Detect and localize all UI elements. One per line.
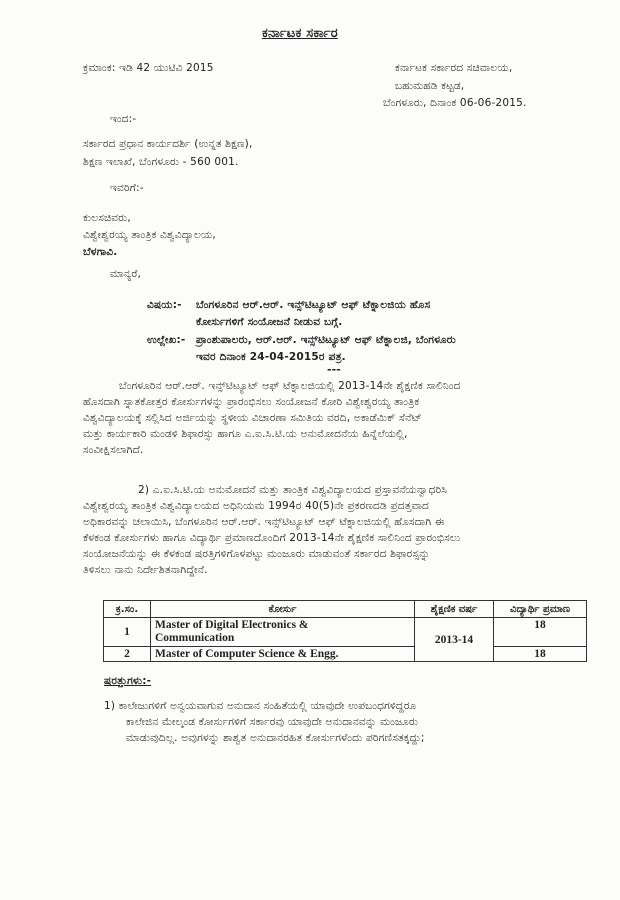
table-row: [104, 647, 587, 662]
cell-course: Master of Computer Science & Engg.: [151, 647, 415, 662]
government-heading: ಕರ್ನಾಟಕ ಸರ್ಕಾರ: [262, 26, 338, 41]
table-header-row: [104, 601, 587, 618]
cell-year: 2013-14: [415, 618, 494, 662]
paragraph-2-line: ಸಂಯೋಜನೆಯನ್ನು ಈ ಕೆಳಕಂಡ ಷರತ್ತಿಗಳಿಗೊಳಪಟ್ಟು ಮಂಜೂರು ಮಾಡುವಂತೆ ಸರ್ಕಾರದ ಶಿಫಾರಸ್ಸನ್ನು: [83, 548, 431, 560]
paragraph-1-line: ಮತ್ತು ಕಾರ್ಯಕಾರಿ ಮಂಡಳಿ ಶಿಫಾರಸ್ಸು ಹಾಗೂ ಎ.ಐ.ಸಿ.ಟಿ.ಯ ಅನುಮೋದನೆಯ ಹಿನ್ನೆಲೆಯಲ್ಲಿ,: [83, 428, 408, 440]
cell-intake: 18: [494, 647, 587, 662]
paragraph-1-line: ಸಂವೀಕ್ಷಿಸಲಾಗಿದೆ.: [83, 444, 144, 456]
reference-line-1: ಪ್ರಾಂಶುಪಾಲರು, ಆರ್.ಆರ್. ಇನ್ಸ್‌ಟಿಟ್ಯೂಟ್ ಆಫ್ ಟೆಕ್ನಾಲಜಿ, ಬೆಂಗಳೂರು: [196, 334, 456, 346]
paragraph-1-line: ಬೆಂಗಳೂರಿನ ಆರ್.ಆರ್. ಇನ್ಸ್‌ಟಿಟ್ಯೂಟ್ ಆಫ್ ಟೆಕ್ನಾಲಜಿಯಲ್ಲಿ 2013-14ನೇ ಶೈಕ್ಷಣಿಕ ಸಾಲಿನಿಂದ: [119, 380, 461, 392]
course-name-line-1: Master of Digital Electronics &: [155, 619, 309, 631]
table-row: [104, 618, 587, 647]
paragraph-1-line: ವಿಶ್ವವಿದ್ಯಾಲಯಕ್ಕೆ ಸಲ್ಲಿಸಿದ ಅರ್ಜಿಯನ್ನು ಸ್ಥಳೀಯ ವಿಚಾರಣಾ ಸಮಿತಿಯ ವರದಿ, ಅಕಾಡೆಮಿಕ್ ಸೆನೆಟ್: [83, 412, 423, 424]
paragraph-2-line: ಕೆಳಕಂಡ ಕೋರ್ಸುಗಳು ಹಾಗೂ ವಿದ್ಯಾರ್ಥಿ ಪ್ರಮಾಣದೊಂದಿಗೆ 2013-14ನೇ ಶೈಕ್ಷಣಿಕ ಸಾಲಿನಿಂದ ಪ್ರಾರಂಭಿಸಲು: [83, 532, 461, 544]
separator: ---: [327, 363, 341, 376]
subject-line-2: ಕೋರ್ಸುಗಳಿಗೆ ಸಂಯೋಜನೆ ನೀಡುವ ಬಗ್ಗೆ.: [196, 316, 343, 328]
office-date: ಬೆಂಗಳೂರು, ದಿನಾಂಕ 06-06-2015.: [383, 97, 527, 109]
paragraph-1: [83, 378, 461, 458]
to-line-3: ಬೆಳಗಾವಿ.: [83, 246, 118, 258]
cell-serial: 1: [104, 618, 151, 647]
salutation: ಮಾನ್ಯರೆ,: [110, 268, 142, 280]
office-line-1: ಕರ್ನಾಟಕ ಸರ್ಕಾರದ ಸಚಿವಾಲಯ,: [395, 62, 513, 74]
header-serial: ಕ್ರ.ಸಂ.: [104, 601, 151, 618]
office-line-2: ಬಹುಮಹಡಿ ಕಟ್ಟಡ,: [395, 80, 465, 92]
paragraph-2: [83, 482, 460, 578]
header-year: ಶೈಕ್ಷಣಿಕ ವರ್ಷ: [415, 601, 494, 618]
reference-number: ಕ್ರಮಾಂಕ: ಇಡಿ 42 ಯುಟಿವಿ 2015: [83, 62, 214, 74]
header-intake: ವಿದ್ಯಾರ್ಥಿ ಪ್ರಮಾಣ: [494, 601, 587, 618]
to-line-1: ಕುಲಸಚಿವರು,: [83, 212, 131, 224]
course-name-line-2: Communication: [155, 632, 235, 644]
reference-line-2: ಇವರ ದಿನಾಂಕ 24-04-2015ರ ಪತ್ರ.: [196, 351, 346, 363]
paragraph-2-line: ಅಧಿಕಾರವನ್ನು ಚಲಾಯಿಸಿ, ಬೆಂಗಳೂರಿನ ಆರ್.ಆರ್. ಇನ್ಸ್‌ಟಿಟ್ಯೂಟ್ ಆಫ್ ಟೆಕ್ನಾಲಜಿಯಲ್ಲಿ ಹೊಸದಾಗಿ ಈ: [83, 516, 445, 528]
reference-label: ಉಲ್ಲೇಖ:-: [147, 334, 186, 346]
cell-intake: 18: [494, 618, 587, 647]
paragraph-2-line: ತಿಳಿಸಲು ನಾನು ನಿರ್ದೇಶಿತನಾಗಿದ್ದೇನೆ.: [83, 564, 208, 576]
paragraph-1-line: ಹೊಸದಾಗಿ ಸ್ನಾತಕೋತ್ತರ ಕೋರ್ಸುಗಳನ್ನು ಪ್ರಾರಂಭಿಸಲು ಸಂಯೋಜನೆ ಕೋರಿ ವಿಶ್ವೇಶ್ವರಯ್ಯ ತಾಂತ್ರಿಕ: [83, 396, 420, 408]
conditions-heading: ಷರತ್ತುಗಳು:-: [104, 675, 152, 687]
courses-table: [103, 600, 587, 662]
cell-course: [151, 618, 415, 647]
subject-label: ವಿಷಯ:-: [147, 299, 182, 311]
header-course: ಕೋರ್ಸು: [151, 601, 415, 618]
from-label: ಇಂದ:-: [110, 113, 137, 125]
from-line-2: ಶಿಕ್ಷಣ ಇಲಾಖೆ, ಬೆಂಗಳೂರು - 560 001.: [83, 156, 239, 168]
condition-1-line: 1) ಕಾಲೇಜುಗಳಿಗೆ ಅನ್ವಯವಾಗುವ ಅನುದಾನ ಸಂಹಿತೆಯಲ್ಲಿ ಯಾವುದೇ ಉಪಬಂಧಗಳಿದ್ದರೂ: [104, 700, 417, 712]
from-line-1: ಸರ್ಕಾರದ ಪ್ರಧಾನ ಕಾರ್ಯದರ್ಶಿ (ಉನ್ನತ ಶಿಕ್ಷಣ),: [83, 138, 253, 150]
cell-serial: 2: [104, 647, 151, 662]
to-line-2: ವಿಶ್ವೇಶ್ವರಯ್ಯ ತಾಂತ್ರಿಕ ವಿಶ್ವವಿದ್ಯಾಲಯ,: [83, 229, 216, 241]
condition-1-line: ಕಾಲೇಜಿನ ಮೇಲ್ಕಂಡ ಕೋರ್ಸುಗಳಿಗೆ ಸರ್ಕಾರವು ಯಾವುದೇ ಅನುದಾನವನ್ನು ಮಂಜೂರು: [126, 716, 419, 728]
paragraph-2-line: ವಿಶ್ವೇಶ್ವರಯ್ಯ ತಾಂತ್ರಿಕ ವಿಶ್ವವಿದ್ಯಾಲಯದ ಅಧಿನಿಯಮ 1994ರ 40(5)ನೇ ಪ್ರಕರಣದಡಿ ಪ್ರದತ್ತವಾದ: [83, 500, 430, 512]
paragraph-2-line: 2) ಎ.ಐ.ಸಿ.ಟಿ.ಯ ಅನುಮೋದನೆ ಮತ್ತು ತಾಂತ್ರಿಕ ವಿಶ್ವವಿದ್ಯಾಲಯದ ಪ್ರಸ್ತಾವನೆಯನ್ವಾಧರಿಸಿ: [138, 484, 447, 496]
condition-1-line: ಮಾಡುವುದಿಲ್ಲ. ಅವುಗಳನ್ನು ಶಾಶ್ವತ ಅನುದಾನರಹಿತ ಕೋರ್ಸುಗಳೆಂದು ಪರಿಗಣಿಸತಕ್ಕದ್ದು;: [126, 732, 425, 744]
condition-1: [104, 698, 425, 746]
subject-line-1: ಬೆಂಗಳೂರಿನ ಆರ್.ಆರ್. ಇನ್ಸ್‌ಟಿಟ್ಯೂಟ್ ಆಫ್ ಟೆಕ್ನಾಲಜಿಯ ಹೊಸ: [196, 299, 431, 311]
to-label: ಇವರಿಗೆ:-: [110, 182, 144, 194]
